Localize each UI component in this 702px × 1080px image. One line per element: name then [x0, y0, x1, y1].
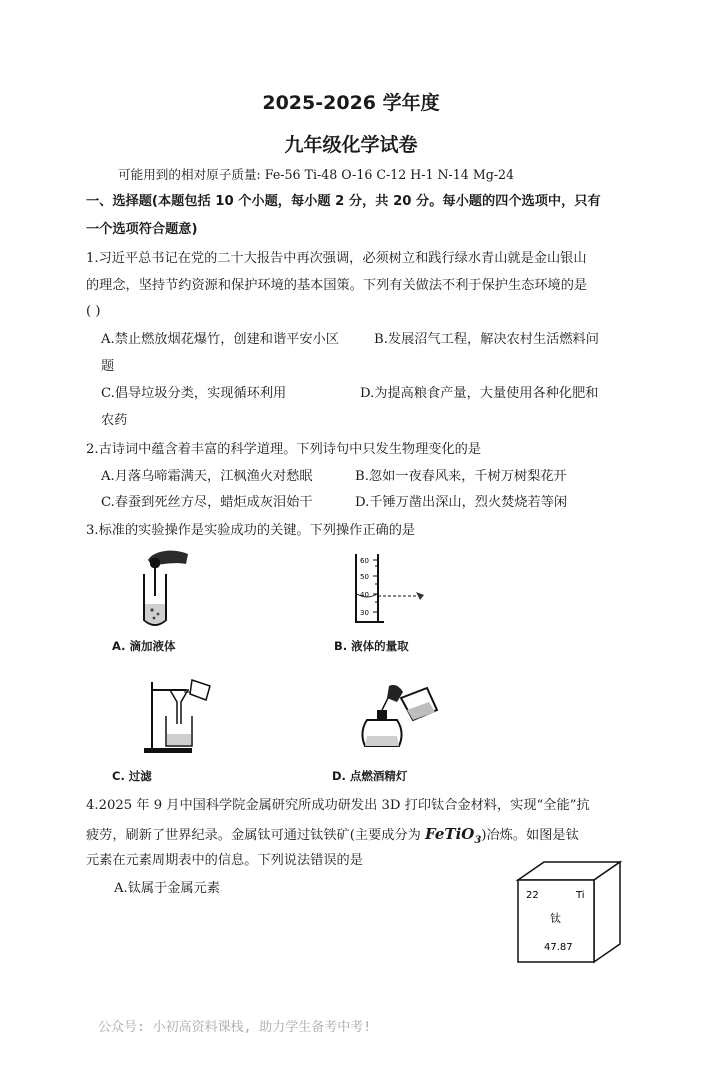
element-symbol: Ti	[576, 890, 585, 901]
figure-measuring-cylinder	[340, 548, 435, 630]
q2-option-a: A.月落乌啼霜满天，江枫渔火对愁眠	[101, 469, 313, 484]
element-number: 22	[526, 890, 539, 901]
q1-stem-cont: 的理念，坚持节约资源和保护环境的基本国策。下列有关做法不利于保护生态环境的是	[86, 278, 588, 293]
figure-dropping-liquid	[128, 548, 198, 630]
q4-option-a: A.钛属于金属元素	[114, 881, 221, 896]
element-mass: 47.87	[544, 942, 573, 953]
cylinder-tick-50: 50	[360, 573, 369, 581]
element-name: 钛	[550, 912, 561, 925]
q1-option-d-cont: 农药	[101, 413, 128, 428]
exam-year-title: 2025-2026 学年度	[262, 92, 440, 114]
caption-b: B. 液体的量取	[334, 639, 409, 653]
q1-option-a: A.禁止燃放烟花爆竹，创建和谐平安小区	[101, 332, 339, 347]
q4-stem: 4.2025 年 9 月中国科学院金属研究所成功研发出 3D 打印钛合金材料，实现“全能”抗	[86, 798, 590, 813]
figure-alcohol-lamp	[355, 680, 445, 762]
q1-option-b: B.发展沼气工程，解决农村生活燃料问	[374, 332, 599, 347]
cylinder-tick-40: 40	[360, 591, 369, 599]
formula-main: FeTiO	[425, 825, 475, 843]
formula-fetio3	[425, 825, 482, 846]
q3-stem: 3.标准的实验操作是实验成功的关键。下列操作正确的是	[86, 523, 416, 538]
q4-stem-post: )冶炼。如图是钛	[481, 828, 579, 843]
q1-option-d: D.为提高粮食产量，大量使用各种化肥和	[360, 386, 599, 401]
caption-c: C. 过滤	[112, 769, 152, 783]
q2-stem: 2.古诗词中蕴含着丰富的科学道理。下列诗句中只发生物理变化的是	[86, 442, 482, 457]
footer-watermark: 公众号: 小初高资料课栈, 助力学生备考中考!	[98, 1020, 372, 1035]
atomic-masses: 可能用到的相对原子质量: Fe-56 Ti-48 O-16 C-12 H-1 N-14 Mg-24	[118, 167, 515, 182]
section-heading-cont: 一个选项符合题意)	[86, 222, 198, 237]
section-heading: 一、选择题(本题包括 10 个小题，每小题 2 分，共 20 分。每小题的四个选项中，只有	[86, 194, 601, 209]
q2-option-b: B.忽如一夜春风来，千树万树梨花开	[355, 469, 567, 484]
q1-answer-bracket: ( )	[86, 304, 101, 319]
q4-stem-cont	[86, 825, 579, 850]
caption-d: D. 点燃酒精灯	[332, 769, 408, 783]
figure-filtration	[140, 676, 220, 758]
q1-stem: 1.习近平总书记在党的二十大报告中再次强调，必须树立和践行绿水青山就是金山银山	[86, 251, 587, 266]
q1-option-c: C.倡导垃圾分类，实现循环利用	[101, 386, 287, 401]
cylinder-tick-60: 60	[360, 557, 369, 565]
formula-subscript: 3	[474, 835, 482, 846]
q4-stem-pre: 疲劳，刷新了世界纪录。金属钛可通过钛铁矿(主要成分为	[86, 828, 421, 843]
cylinder-tick-30: 30	[360, 609, 369, 617]
q2-option-d: D.千锤万凿出深山，烈火焚烧若等闲	[355, 495, 568, 510]
exam-title: 九年级化学试卷	[284, 134, 418, 156]
caption-a: A. 滴加液体	[112, 639, 176, 653]
q1-option-b-cont: 题	[101, 359, 115, 374]
element-cube-titanium	[508, 858, 628, 968]
q4-stem-cont2: 元素在元素周期表中的信息。下列说法错误的是	[86, 853, 363, 868]
q2-option-c: C.春蚕到死丝方尽，蜡炬成灰泪始干	[101, 495, 313, 510]
